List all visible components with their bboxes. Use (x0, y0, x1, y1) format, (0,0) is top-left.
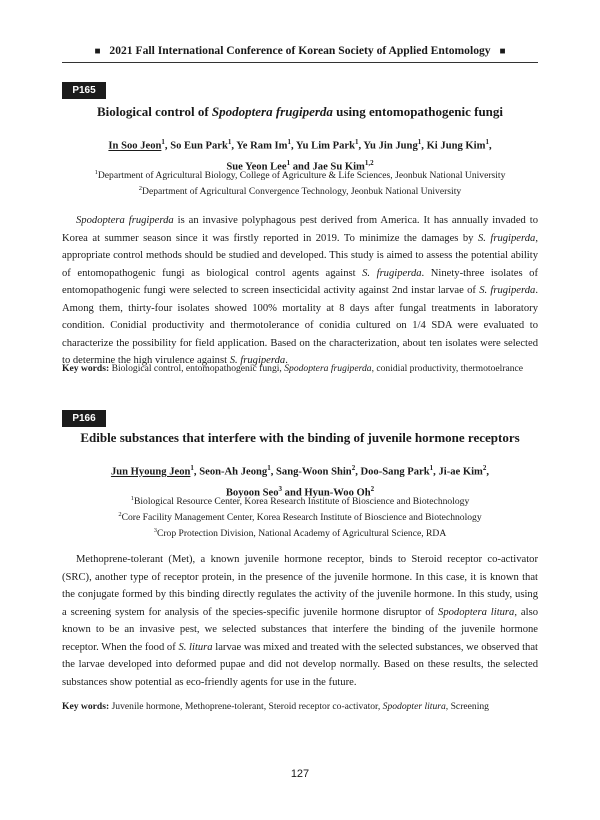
title-species: Spodoptera frugiperda (211, 104, 333, 119)
author-affil-mark: 1 (429, 464, 434, 472)
author-name: Hyun-Woo Oh (304, 487, 371, 499)
italic-species-name: Spodopter litura, (382, 701, 449, 712)
author-name: Jae Su Kim (312, 161, 365, 173)
title-text: using entomopathogenic fungi (332, 104, 504, 119)
affiliation-list (62, 166, 538, 198)
author-separator: , (193, 466, 200, 478)
author-name: Yu Lim Park (295, 140, 355, 152)
affiliation-line (62, 524, 538, 540)
affiliation-line (62, 508, 538, 524)
abstract-id-badge: P165 (62, 82, 106, 99)
author-separator: , (231, 140, 237, 152)
body-text: Methoprene-tolerant (Met), a known juvenile hormone receptor, binds to Steroid receptor co-activator (SRC), another type of receptor protein, in the presence of the juvenile hormone. In this case, it is known that the conjugate formed by this binding directly regulates the activity of the juvenile hormone. In this study, using a screening system for analysis of the species-specific juvenile hormone disruptor of (62, 554, 538, 618)
abstract-title (62, 430, 538, 446)
affiliation-line (62, 492, 538, 508)
italic-species-name: S. frugiperda (229, 355, 286, 366)
body-text: . (285, 355, 288, 366)
author-name: Boyoon Seo (225, 487, 279, 499)
author-name: Jun Hyoung Jeon (110, 466, 191, 478)
running-header (62, 40, 538, 63)
italic-species-name: Spodoptera frugiperda (284, 363, 372, 374)
affiliation-mark: 1 (130, 495, 134, 502)
affiliation-text: Department of Agricultural Convergence Technology, Jeonbuk National University (142, 186, 462, 198)
author-affil-mark: 1 (161, 138, 165, 146)
affiliation-mark: 1 (94, 169, 98, 176)
keywords (62, 362, 538, 376)
header-text: 2021 Fall International Conference of Korean Society of Applied Entomology (109, 44, 491, 57)
author-name: In Soo Jeon (108, 140, 162, 152)
affiliation-text: Crop Protection Division, National Academy of Agricultural Science, RDA (156, 528, 447, 540)
keywords (62, 700, 538, 714)
author-separator: , (164, 140, 171, 152)
affiliation-line (62, 166, 538, 182)
author-name: So Eun Park (170, 140, 228, 152)
author-separator: , (355, 466, 361, 478)
body-text: . Among them, thirty-four isolates showed 100% mortality at 8 days after fungal treatments in laboratory condition. Conidial productivity and thermotolerance of conidia cultured on 1/4 SDA were evaluated to characterize the possibility for field application. Based on the characterization, about ten isolates were selected to determine the high virulence against (62, 285, 538, 366)
keywords-text: Juvenile hormone, Methoprene-tolerant, Steroid receptor co-activator, (109, 701, 383, 712)
page-number: 127 (290, 768, 310, 780)
author-affil-mark: 1 (354, 138, 359, 146)
affiliation-mark: 3 (153, 527, 157, 535)
author-name: Ki Jung Kim (426, 140, 486, 152)
abstract-body (62, 551, 538, 691)
body-text: , appropriate control methods should be studied and developed. This study is aimed to assess the potential ability of entomopathogenic fungi as biological control agents against (62, 232, 538, 279)
keywords-text: Screening (448, 701, 489, 712)
author-affil-mark: 1 (417, 138, 422, 146)
author-affil-mark: 2 (370, 484, 375, 493)
author-affil-mark: 1 (227, 138, 232, 146)
title-text: Edible substances that interfere with the binding of juvenile hormone receptors (80, 430, 520, 445)
italic-species-name: S. litura (178, 641, 213, 653)
header-square-right: ■ (499, 46, 506, 57)
affiliation-line (62, 182, 538, 198)
affiliation-list (62, 492, 538, 541)
keywords-label: Key words: (62, 363, 110, 374)
author-separator: , (358, 140, 364, 152)
header-square-left: ■ (94, 46, 101, 57)
author-name: Seon-Ah Jeong (199, 466, 268, 478)
author-affil-mark: 1 (190, 464, 194, 472)
keywords-text: Biological control, entomopathogenic fungi, (109, 363, 285, 374)
author-affil-mark: 1,2 (364, 158, 374, 167)
body-text: larvae was mixed and treated with the selected substances, we observed that the larvae developed into deformed pupae and did not develop normally. Based on these results, the selected substances show potential as eco-friendly agents for use in the future. (62, 641, 538, 688)
italic-species-name: S. frugiperda (477, 232, 536, 244)
author-separator: , (433, 466, 439, 478)
author-separator: , (488, 140, 492, 152)
body-text: , also known to be an invasive pest, we selected substances that interfere the binding of the juvenile hormone receptor. When the food of (62, 606, 539, 653)
author-affil-mark: 1 (485, 138, 489, 146)
author-affil-mark: 2 (482, 464, 487, 472)
author-name: Doo-Sang Park (360, 466, 430, 478)
affiliation-mark: 2 (118, 511, 122, 519)
abstract-id-badge: P166 (62, 410, 106, 427)
author-name: Yu Jin Jung (363, 140, 418, 152)
affiliation-text: Core Facility Management Center, Korea Research Institute of Bioscience and Biotechnology (121, 512, 482, 524)
keywords-text: , conidial productivity, thermotoelrance (371, 363, 524, 374)
affiliation-text: Biological Resource Center, Korea Research Institute of Bioscience and Biotechnology (133, 496, 470, 508)
author-separator: and (290, 161, 313, 173)
affiliation-text: Department of Agricultural Biology, College of Agriculture & Life Sciences, Jeonbuk National University (97, 170, 506, 182)
author-affil-mark: 1 (286, 158, 291, 167)
author-separator: , (486, 466, 490, 478)
italic-species-name: Spodoptera frugiperda (76, 215, 174, 226)
body-text: . Ninety-three isolates of entomopathogenic fungi were selected to screen insecticidal activity against 2nd instar larvae of (62, 267, 538, 296)
author-separator: , (421, 140, 427, 152)
keywords-label: Key words: (62, 701, 110, 712)
author-separator: , (270, 466, 277, 478)
title-text: Biological control of (96, 104, 212, 119)
author-separator: and (282, 487, 305, 499)
author-name: Sang-Woon Shin (276, 466, 352, 478)
author-name: Sue Yeon Lee (226, 161, 287, 173)
author-separator: , (291, 140, 296, 152)
author-affil-mark: 1 (287, 138, 291, 146)
author-name: Ye Ram Im (236, 140, 288, 152)
author-affil-mark: 2 (351, 464, 356, 472)
affiliation-mark: 2 (138, 185, 143, 193)
body-text: is an invasive polyphagous pest derived from America. It has annually invaded to Korea at summer season since it was firstly reported in 2019. To minimize the damages by (62, 215, 538, 244)
italic-species-name: S. frugiperda (362, 267, 422, 279)
italic-species-name: S. frugiperda (479, 285, 536, 296)
author-affil-mark: 3 (278, 484, 283, 493)
italic-species-name: Spodoptera litura (438, 606, 515, 618)
abstract-title (62, 104, 538, 120)
author-affil-mark: 1 (267, 464, 271, 472)
author-name: Ji-ae Kim (438, 466, 483, 478)
abstract-body (62, 212, 538, 370)
